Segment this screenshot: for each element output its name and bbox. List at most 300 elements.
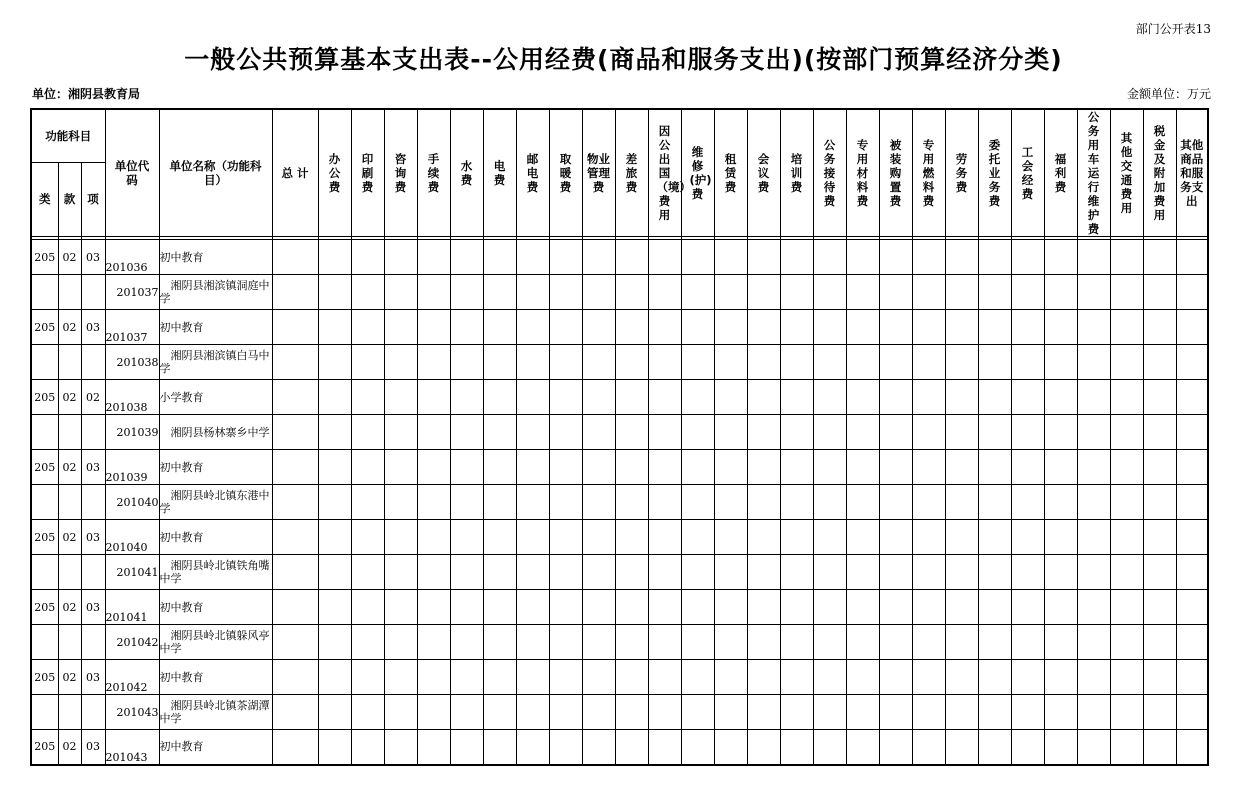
expense-cell (1044, 310, 1077, 345)
expense-cell (846, 345, 879, 380)
expense-cell (549, 240, 582, 275)
header-section: 款 (58, 162, 81, 236)
expense-cell (1044, 730, 1077, 765)
expense-cell (417, 450, 450, 485)
expense-cell (1077, 695, 1110, 730)
expense-cell (648, 660, 681, 695)
expense-cell (1110, 415, 1143, 450)
expense-cell (1110, 380, 1143, 415)
expense-cell (945, 415, 978, 450)
expense-cell (582, 660, 615, 695)
expense-cell (747, 730, 780, 765)
expense-cell (615, 310, 648, 345)
expense-cell (549, 695, 582, 730)
expense-cell (714, 450, 747, 485)
expense-cell (318, 310, 351, 345)
expense-cell (483, 275, 516, 310)
expense-cell (681, 310, 714, 345)
expense-cell (450, 275, 483, 310)
expense-cell (780, 345, 813, 380)
expense-cell (417, 415, 450, 450)
expense-cell (1011, 380, 1044, 415)
expense-cell (549, 275, 582, 310)
expense-cell (978, 590, 1011, 625)
unit-code-cell: 201040 (105, 485, 159, 520)
expense-cell (978, 415, 1011, 450)
expense-cell (1011, 730, 1044, 765)
expense-cell (1044, 660, 1077, 695)
expense-cell (483, 695, 516, 730)
expense-cell (945, 240, 978, 275)
expense-cell (1110, 695, 1143, 730)
header-expense-21: 委托业务费 (978, 109, 1011, 237)
header-expense-15: 培训费 (780, 109, 813, 237)
expense-cell (417, 485, 450, 520)
expense-cell (912, 310, 945, 345)
expense-cell (549, 415, 582, 450)
expense-cell (549, 520, 582, 555)
header-expense-7: 邮电费 (516, 109, 549, 237)
expense-cell (912, 520, 945, 555)
expense-cell (582, 345, 615, 380)
expense-cell (912, 345, 945, 380)
expense-cell (714, 380, 747, 415)
expense-cell (483, 590, 516, 625)
expense-cell (450, 695, 483, 730)
expense-cell (846, 275, 879, 310)
header-expense-6: 电费 (483, 109, 516, 237)
header-expense-22: 工会经费 (1011, 109, 1044, 237)
header-expense-3: 咨询费 (384, 109, 417, 237)
expense-cell (549, 485, 582, 520)
expense-cell (351, 625, 384, 660)
class-cell: 205 (31, 590, 58, 625)
expense-cell (846, 555, 879, 590)
unit-name-cell: 湘阴县湘滨镇白马中学 (159, 345, 272, 380)
total-cell (272, 345, 318, 380)
expense-cell (879, 415, 912, 450)
expense-cell (1044, 345, 1077, 380)
expense-cell (351, 660, 384, 695)
expense-cell (417, 275, 450, 310)
expense-cell (384, 520, 417, 555)
section-cell (58, 695, 81, 730)
header-unit-code: 单位代码 (105, 109, 159, 237)
class-cell: 205 (31, 310, 58, 345)
expense-cell (1176, 275, 1208, 310)
class-cell: 205 (31, 450, 58, 485)
expense-cell (648, 310, 681, 345)
expense-cell (384, 345, 417, 380)
expense-cell (483, 485, 516, 520)
expense-cell (549, 590, 582, 625)
expense-cell (1077, 275, 1110, 310)
expense-cell (582, 310, 615, 345)
class-cell (31, 555, 58, 590)
expense-cell (615, 240, 648, 275)
table-row (31, 660, 1208, 695)
expense-cell (813, 485, 846, 520)
expense-cell (1044, 625, 1077, 660)
expense-cell (417, 660, 450, 695)
expense-cell (1077, 380, 1110, 415)
expense-cell (1143, 275, 1176, 310)
header-expense-2: 印刷费 (351, 109, 384, 237)
expense-cell (978, 240, 1011, 275)
expense-cell (582, 485, 615, 520)
unit-code-cell: 201036 (105, 240, 159, 275)
expense-cell (615, 730, 648, 765)
expense-cell (1143, 730, 1176, 765)
expense-cell (912, 275, 945, 310)
expense-cell (1176, 380, 1208, 415)
expense-cell (1044, 450, 1077, 485)
expense-cell (912, 695, 945, 730)
expense-cell (648, 555, 681, 590)
expense-cell (1110, 310, 1143, 345)
expense-cell (912, 240, 945, 275)
expense-cell (912, 415, 945, 450)
expense-cell (483, 660, 516, 695)
expense-cell (714, 730, 747, 765)
expense-cell (549, 310, 582, 345)
expense-cell (714, 660, 747, 695)
expense-cell (813, 345, 846, 380)
expense-cell (450, 660, 483, 695)
expense-cell (1176, 590, 1208, 625)
table-number-label: 部门公开表13 (1135, 22, 1211, 36)
expense-cell (714, 625, 747, 660)
item-cell: 03 (81, 730, 105, 765)
page-title: 一般公共预算基本支出表--公用经费(商品和服务支出)(按部门预算经济分类) (184, 45, 1063, 74)
expense-cell (747, 695, 780, 730)
expense-cell (813, 380, 846, 415)
expense-cell (945, 485, 978, 520)
header-expense-20: 劳务费 (945, 109, 978, 237)
unit-name-cell: 湘阴县岭北镇躲风亭中学 (159, 625, 272, 660)
expense-cell (318, 520, 351, 555)
expense-cell (846, 450, 879, 485)
expense-cell (681, 660, 714, 695)
header-class: 类 (31, 162, 58, 236)
expense-cell (747, 310, 780, 345)
expense-cell (1011, 240, 1044, 275)
expense-cell (648, 730, 681, 765)
total-cell (272, 695, 318, 730)
expense-cell (747, 345, 780, 380)
expense-cell (648, 625, 681, 660)
expense-cell (516, 730, 549, 765)
header-expense-1: 办公费 (318, 109, 351, 237)
expense-cell (582, 240, 615, 275)
expense-cell (1077, 660, 1110, 695)
expense-cell (945, 520, 978, 555)
table-row (31, 695, 1208, 730)
expense-cell (318, 555, 351, 590)
unit-code-cell: 201037 (105, 310, 159, 345)
expense-cell (1077, 240, 1110, 275)
expense-cell (450, 590, 483, 625)
expense-cell (1143, 695, 1176, 730)
expense-cell (1044, 380, 1077, 415)
expense-cell (450, 450, 483, 485)
header-expense-9: 物业管理费 (582, 109, 615, 237)
expense-cell (483, 415, 516, 450)
expense-cell (417, 240, 450, 275)
expense-cell (549, 380, 582, 415)
header-expense-18: 被装购置费 (879, 109, 912, 237)
total-cell (272, 590, 318, 625)
expense-cell (483, 555, 516, 590)
expense-cell (417, 520, 450, 555)
expense-cell (879, 695, 912, 730)
expense-cell (1176, 415, 1208, 450)
class-cell (31, 695, 58, 730)
expense-cell (1143, 380, 1176, 415)
header-expense-13: 租赁费 (714, 109, 747, 237)
section-cell (58, 555, 81, 590)
header-expense-17: 专用材料费 (846, 109, 879, 237)
expense-cell (417, 555, 450, 590)
expense-cell (318, 730, 351, 765)
unit-code-cell: 201042 (105, 625, 159, 660)
expense-cell (384, 380, 417, 415)
table-row (31, 555, 1208, 590)
expense-cell (1176, 485, 1208, 520)
expense-cell (846, 380, 879, 415)
expense-cell (1143, 625, 1176, 660)
header-expense-23: 福利费 (1044, 109, 1077, 237)
expense-cell (681, 625, 714, 660)
section-cell: 02 (58, 310, 81, 345)
header-unit-name: 单位名称（功能科目） (159, 109, 272, 237)
header-item: 项 (81, 162, 105, 236)
expense-cell (582, 415, 615, 450)
expense-cell (318, 660, 351, 695)
total-cell (272, 450, 318, 485)
header-expense-25: 其他交通费用 (1110, 109, 1143, 237)
expense-cell (879, 660, 912, 695)
expense-cell (879, 730, 912, 765)
expense-cell (450, 380, 483, 415)
expense-cell (318, 240, 351, 275)
unit-code-cell: 201043 (105, 695, 159, 730)
expense-cell (351, 730, 384, 765)
unit-name-cell: 小学教育 (159, 380, 272, 415)
expense-cell (351, 520, 384, 555)
expense-cell (879, 485, 912, 520)
total-cell (272, 485, 318, 520)
expense-cell (516, 450, 549, 485)
class-cell (31, 485, 58, 520)
expense-cell (681, 415, 714, 450)
expense-cell (1077, 520, 1110, 555)
item-cell (81, 345, 105, 380)
expense-cell (351, 415, 384, 450)
expense-cell (615, 695, 648, 730)
expense-cell (1011, 555, 1044, 590)
expense-cell (681, 240, 714, 275)
unit-code-cell: 201041 (105, 555, 159, 590)
expense-cell (945, 380, 978, 415)
expense-cell (648, 345, 681, 380)
expense-cell (813, 275, 846, 310)
expense-cell (483, 520, 516, 555)
expense-cell (846, 485, 879, 520)
expense-cell (615, 660, 648, 695)
item-cell (81, 485, 105, 520)
expense-cell (978, 660, 1011, 695)
table-row (31, 415, 1208, 450)
expense-cell (417, 310, 450, 345)
expense-cell (483, 240, 516, 275)
expense-cell (516, 520, 549, 555)
expense-cell (846, 730, 879, 765)
expense-cell (780, 450, 813, 485)
expense-cell (1143, 310, 1176, 345)
expense-cell (1011, 625, 1044, 660)
expense-cell (384, 275, 417, 310)
expense-cell (747, 415, 780, 450)
unit-code-cell: 201039 (105, 450, 159, 485)
table-row (31, 520, 1208, 555)
expense-cell (615, 555, 648, 590)
expense-cell (549, 555, 582, 590)
expense-cell (648, 590, 681, 625)
expense-cell (417, 625, 450, 660)
expense-cell (450, 415, 483, 450)
expense-cell (351, 240, 384, 275)
expense-cell (1077, 485, 1110, 520)
expense-cell (417, 345, 450, 380)
expense-cell (516, 345, 549, 380)
unit-code-cell: 201040 (105, 520, 159, 555)
expense-cell (714, 415, 747, 450)
expense-cell (1143, 415, 1176, 450)
expense-cell (813, 625, 846, 660)
expense-cell (648, 415, 681, 450)
expense-cell (1110, 625, 1143, 660)
expense-cell (714, 485, 747, 520)
expense-cell (417, 730, 450, 765)
expense-cell (549, 345, 582, 380)
expense-cell (1077, 345, 1110, 380)
expense-cell (450, 240, 483, 275)
expense-cell (1011, 345, 1044, 380)
expense-cell (714, 695, 747, 730)
expense-cell (846, 695, 879, 730)
expense-cell (615, 415, 648, 450)
table-row (31, 380, 1208, 415)
expense-cell (384, 485, 417, 520)
expense-cell (1176, 345, 1208, 380)
expense-cell (615, 625, 648, 660)
expense-cell (681, 555, 714, 590)
expense-cell (351, 590, 384, 625)
unit-name-cell: 湘阴县湘滨镇洞庭中学 (159, 275, 272, 310)
expense-cell (384, 695, 417, 730)
expense-cell (714, 555, 747, 590)
amount-unit-label: 金额单位：万元 (1126, 87, 1211, 101)
expense-cell (1077, 310, 1110, 345)
expense-cell (483, 625, 516, 660)
expense-cell (945, 625, 978, 660)
expense-cell (1143, 590, 1176, 625)
unit-code-cell: 201039 (105, 415, 159, 450)
expense-cell (747, 275, 780, 310)
expense-cell (384, 240, 417, 275)
header-expense-12: 维修(护)费 (681, 109, 714, 237)
expense-cell (615, 380, 648, 415)
expense-cell (1143, 660, 1176, 695)
expense-cell (516, 485, 549, 520)
expense-cell (1044, 555, 1077, 590)
expense-cell (714, 240, 747, 275)
expense-cell (450, 520, 483, 555)
section-cell: 02 (58, 730, 81, 765)
expense-cell (846, 415, 879, 450)
expense-cell (615, 520, 648, 555)
expense-cell (351, 310, 384, 345)
expense-cell (681, 275, 714, 310)
expense-cell (945, 555, 978, 590)
expense-cell (879, 520, 912, 555)
expense-cell (846, 240, 879, 275)
total-cell (272, 310, 318, 345)
expense-cell (615, 590, 648, 625)
expense-cell (714, 275, 747, 310)
expense-cell (1176, 310, 1208, 345)
unit-code-cell: 201041 (105, 590, 159, 625)
header-function-group: 功能科目 (31, 109, 105, 162)
expense-cell (681, 450, 714, 485)
expense-cell (879, 590, 912, 625)
expense-cell (813, 695, 846, 730)
expense-cell (318, 415, 351, 450)
expense-cell (945, 590, 978, 625)
expense-cell (450, 485, 483, 520)
total-cell (272, 380, 318, 415)
unit-name-cell: 初中教育 (159, 310, 272, 345)
expense-cell (978, 345, 1011, 380)
total-cell (272, 520, 318, 555)
expense-cell (1176, 660, 1208, 695)
expense-cell (516, 310, 549, 345)
item-cell: 03 (81, 240, 105, 275)
header-expense-8: 取暖费 (549, 109, 582, 237)
expense-cell (681, 590, 714, 625)
unit-code-cell: 201037 (105, 275, 159, 310)
expense-cell (1143, 555, 1176, 590)
expense-cell (813, 520, 846, 555)
department-unit-label: 单位：湘阴县教育局 (32, 87, 141, 101)
expense-cell (945, 660, 978, 695)
expense-cell (846, 310, 879, 345)
class-cell: 205 (31, 380, 58, 415)
expense-cell (384, 590, 417, 625)
expense-cell (351, 450, 384, 485)
expense-cell (1011, 275, 1044, 310)
unit-code-cell: 201038 (105, 380, 159, 415)
expense-cell (1110, 450, 1143, 485)
expense-cell (1044, 590, 1077, 625)
expense-cell (1011, 660, 1044, 695)
item-cell: 03 (81, 450, 105, 485)
total-cell (272, 275, 318, 310)
expense-cell (945, 275, 978, 310)
expense-cell (549, 450, 582, 485)
expense-cell (1176, 695, 1208, 730)
